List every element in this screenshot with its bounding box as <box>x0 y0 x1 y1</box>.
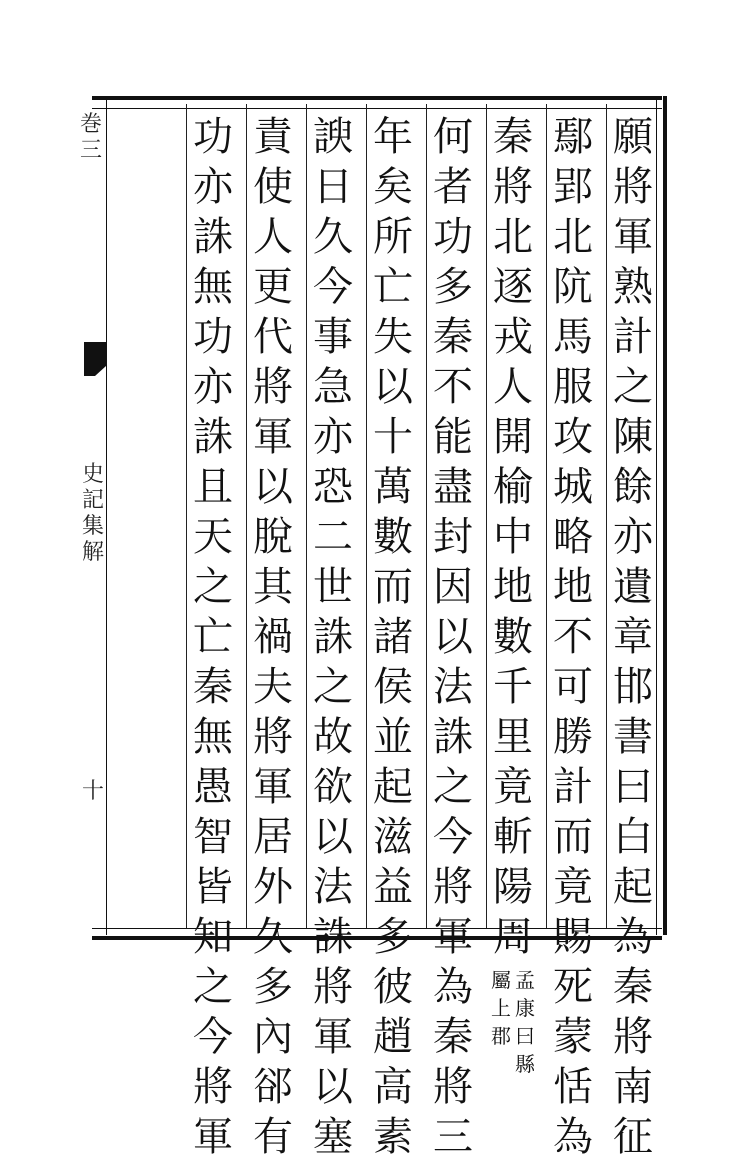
margin-char: 三 <box>80 138 103 163</box>
text-char: 竟 <box>493 764 533 810</box>
text-char: 陽 <box>493 864 533 910</box>
text-char: 無 <box>193 264 233 310</box>
text-char: 以 <box>433 614 473 660</box>
text-char: 代 <box>253 314 293 360</box>
text-char: 三 <box>433 1114 473 1160</box>
text-char: 地 <box>493 564 533 610</box>
text-char: 將 <box>493 164 533 210</box>
text-char: 可 <box>553 664 593 710</box>
text-char: 諛 <box>313 114 353 160</box>
text-char: 之 <box>313 664 353 710</box>
commentary-line <box>515 966 535 1078</box>
text-char: 賜 <box>553 914 593 960</box>
text-char: 攻 <box>553 414 593 460</box>
text-char: 征 <box>613 1114 653 1160</box>
text-char: 禍 <box>253 614 293 660</box>
text-char: 無 <box>193 714 233 760</box>
text-char: 之 <box>433 764 473 810</box>
text-char: 章 <box>613 614 653 660</box>
text-char: 服 <box>553 364 593 410</box>
frame-right-border <box>656 96 667 935</box>
text-char: 逐 <box>493 264 533 310</box>
text-char: 秦 <box>193 664 233 710</box>
text-column <box>550 112 596 1160</box>
commentary-char: 曰 <box>515 1024 535 1048</box>
text-char: 將 <box>613 1014 653 1060</box>
text-char: 今 <box>313 264 353 310</box>
text-char: 脫 <box>253 514 293 560</box>
text-char: 盡 <box>433 464 473 510</box>
commentary-char: 屬 <box>491 968 511 992</box>
text-char: 千 <box>493 664 533 710</box>
text-char: 事 <box>313 314 353 360</box>
text-char: 者 <box>433 164 473 210</box>
text-char: 郤 <box>253 1064 293 1110</box>
text-char: 能 <box>433 414 473 460</box>
text-char: 諸 <box>373 614 413 660</box>
text-char: 功 <box>193 114 233 160</box>
text-char: 軍 <box>433 914 473 960</box>
text-char: 天 <box>193 514 233 560</box>
margin-char: 集 <box>82 514 105 539</box>
text-char: 居 <box>253 814 293 860</box>
text-char: 軍 <box>613 214 653 260</box>
text-char: 之 <box>193 564 233 610</box>
text-char: 亡 <box>193 614 233 660</box>
text-char: 馬 <box>553 314 593 360</box>
text-char: 亡 <box>373 264 413 310</box>
text-char: 秦 <box>433 314 473 360</box>
text-char: 年 <box>373 114 413 160</box>
margin-char: 巻 <box>80 112 103 137</box>
text-char: 誅 <box>313 914 353 960</box>
text-char: 軍 <box>253 764 293 810</box>
text-char: 多 <box>433 264 473 310</box>
commentary-char: 孟 <box>515 968 535 992</box>
text-char: 封 <box>433 514 473 560</box>
column-rule <box>366 104 367 928</box>
text-char: 陳 <box>613 414 653 460</box>
text-char: 故 <box>313 714 353 760</box>
text-char: 城 <box>553 464 593 510</box>
text-char: 為 <box>433 964 473 1010</box>
margin-char: 記 <box>82 488 105 513</box>
text-char: 起 <box>613 864 653 910</box>
text-char: 法 <box>433 664 473 710</box>
text-char: 法 <box>313 864 353 910</box>
text-column <box>610 112 656 1160</box>
text-char: 恬 <box>553 1064 593 1110</box>
text-char: 人 <box>493 364 533 410</box>
text-char: 多 <box>373 914 413 960</box>
text-char: 將 <box>313 964 353 1010</box>
text-char: 因 <box>433 564 473 610</box>
text-char: 軍 <box>193 1114 233 1160</box>
text-char: 以 <box>373 364 413 410</box>
text-char: 以 <box>313 1064 353 1110</box>
text-char: 益 <box>373 864 413 910</box>
text-char: 趙 <box>373 1014 413 1060</box>
text-char: 愚 <box>193 764 233 810</box>
gutter-line <box>106 96 107 935</box>
text-char: 戎 <box>493 314 533 360</box>
text-char: 計 <box>553 764 593 810</box>
text-char: 多 <box>253 964 293 1010</box>
text-char: 不 <box>553 614 593 660</box>
text-char: 久 <box>313 214 353 260</box>
text-char: 南 <box>613 1064 653 1110</box>
fishtail-mark <box>84 342 106 366</box>
text-char: 為 <box>613 914 653 960</box>
text-char: 滋 <box>373 814 413 860</box>
text-char: 夫 <box>253 664 293 710</box>
text-char: 今 <box>193 1014 233 1060</box>
text-char: 並 <box>373 714 413 760</box>
frame-top-border <box>92 96 662 109</box>
text-column <box>310 112 356 1160</box>
text-char: 而 <box>373 564 413 610</box>
text-char: 郢 <box>553 164 593 210</box>
margin-char: 史 <box>82 462 105 487</box>
text-char: 失 <box>373 314 413 360</box>
margin-char: 解 <box>82 540 105 565</box>
text-char: 人 <box>253 214 293 260</box>
text-char: 以 <box>253 464 293 510</box>
text-char: 熟 <box>613 264 653 310</box>
text-char: 萬 <box>373 464 413 510</box>
text-char: 內 <box>253 1014 293 1060</box>
text-char: 更 <box>253 264 293 310</box>
text-char: 誅 <box>193 414 233 460</box>
text-char: 功 <box>433 214 473 260</box>
text-char: 不 <box>433 364 473 410</box>
text-char: 所 <box>373 214 413 260</box>
text-char: 矣 <box>373 164 413 210</box>
text-char: 有 <box>253 1114 293 1160</box>
text-char: 鄢 <box>553 114 593 160</box>
text-char: 使 <box>253 164 293 210</box>
text-char: 願 <box>613 114 653 160</box>
commentary-char: 康 <box>515 996 535 1020</box>
text-char: 之 <box>613 364 653 410</box>
column-rule <box>546 104 547 928</box>
column-rule <box>306 104 307 928</box>
text-char: 斬 <box>493 814 533 860</box>
text-char: 北 <box>553 214 593 260</box>
column-rule <box>246 104 247 928</box>
margin-book-title <box>82 462 104 566</box>
text-char: 周 <box>493 914 533 960</box>
text-char: 高 <box>373 1064 413 1110</box>
text-char: 而 <box>553 814 593 860</box>
text-char: 之 <box>193 964 233 1010</box>
margin-volume-label <box>80 112 102 164</box>
text-char: 亦 <box>193 164 233 210</box>
text-char: 北 <box>493 214 533 260</box>
text-char: 誅 <box>433 714 473 760</box>
commentary-char: 上 <box>491 996 511 1020</box>
text-char: 恐 <box>313 464 353 510</box>
text-char: 知 <box>193 914 233 960</box>
text-char: 亦 <box>193 364 233 410</box>
text-char: 書 <box>613 714 653 760</box>
text-char: 秦 <box>613 964 653 1010</box>
text-char: 誅 <box>193 214 233 260</box>
text-char: 蒙 <box>553 1014 593 1060</box>
text-char: 榆 <box>493 464 533 510</box>
text-char: 何 <box>433 114 473 160</box>
text-char: 亦 <box>613 514 653 560</box>
text-char: 二 <box>313 514 353 560</box>
text-char: 死 <box>553 964 593 1010</box>
text-char: 里 <box>493 714 533 760</box>
text-char: 功 <box>193 314 233 360</box>
text-char: 責 <box>253 114 293 160</box>
text-char: 軍 <box>253 414 293 460</box>
text-char: 且 <box>193 464 233 510</box>
column-rule <box>606 104 607 928</box>
text-char: 勝 <box>553 714 593 760</box>
text-char: 餘 <box>613 464 653 510</box>
commentary-char: 郡 <box>491 1024 511 1048</box>
text-char: 久 <box>253 914 293 960</box>
text-char: 塞 <box>313 1114 353 1160</box>
text-char: 為 <box>553 1114 593 1160</box>
text-char: 軍 <box>313 1014 353 1060</box>
commentary-line <box>491 966 511 1078</box>
text-char: 秦 <box>433 1014 473 1060</box>
text-char: 其 <box>253 564 293 610</box>
text-column <box>370 112 416 1160</box>
text-char: 計 <box>613 314 653 360</box>
commentary-note <box>491 966 535 1078</box>
text-char: 外 <box>253 864 293 910</box>
text-char: 將 <box>253 364 293 410</box>
text-char: 邯 <box>613 664 653 710</box>
text-char: 將 <box>193 1064 233 1110</box>
text-char: 將 <box>253 714 293 760</box>
text-char: 將 <box>613 164 653 210</box>
text-char: 數 <box>493 614 533 660</box>
leaf-number: 十 <box>82 779 105 804</box>
text-char: 將 <box>433 1064 473 1110</box>
text-char: 阬 <box>553 264 593 310</box>
text-column <box>250 112 296 1160</box>
column-rule <box>486 104 487 928</box>
text-char: 白 <box>613 814 653 860</box>
text-char: 誅 <box>313 614 353 660</box>
text-char: 亦 <box>313 414 353 460</box>
text-char: 皆 <box>193 864 233 910</box>
text-char: 以 <box>313 814 353 860</box>
text-char: 遺 <box>613 564 653 610</box>
text-char: 世 <box>313 564 353 610</box>
text-column <box>430 112 476 1160</box>
text-char: 欲 <box>313 764 353 810</box>
text-char: 今 <box>433 814 473 860</box>
text-char: 曰 <box>613 764 653 810</box>
text-char: 起 <box>373 764 413 810</box>
text-char: 素 <box>373 1114 413 1160</box>
text-char: 數 <box>373 514 413 560</box>
text-column <box>490 112 536 1076</box>
text-char: 竟 <box>553 864 593 910</box>
text-char: 地 <box>553 564 593 610</box>
text-char: 日 <box>313 164 353 210</box>
text-char: 將 <box>433 864 473 910</box>
text-column <box>190 112 236 1160</box>
text-char: 急 <box>313 364 353 410</box>
text-char: 智 <box>193 814 233 860</box>
column-rule <box>426 104 427 928</box>
text-char: 彼 <box>373 964 413 1010</box>
text-char: 中 <box>493 514 533 560</box>
text-char: 秦 <box>493 114 533 160</box>
commentary-char: 縣 <box>515 1052 535 1076</box>
text-char: 侯 <box>373 664 413 710</box>
text-char: 開 <box>493 414 533 460</box>
text-char: 十 <box>373 414 413 460</box>
text-char: 略 <box>553 514 593 560</box>
column-rule <box>186 104 187 928</box>
